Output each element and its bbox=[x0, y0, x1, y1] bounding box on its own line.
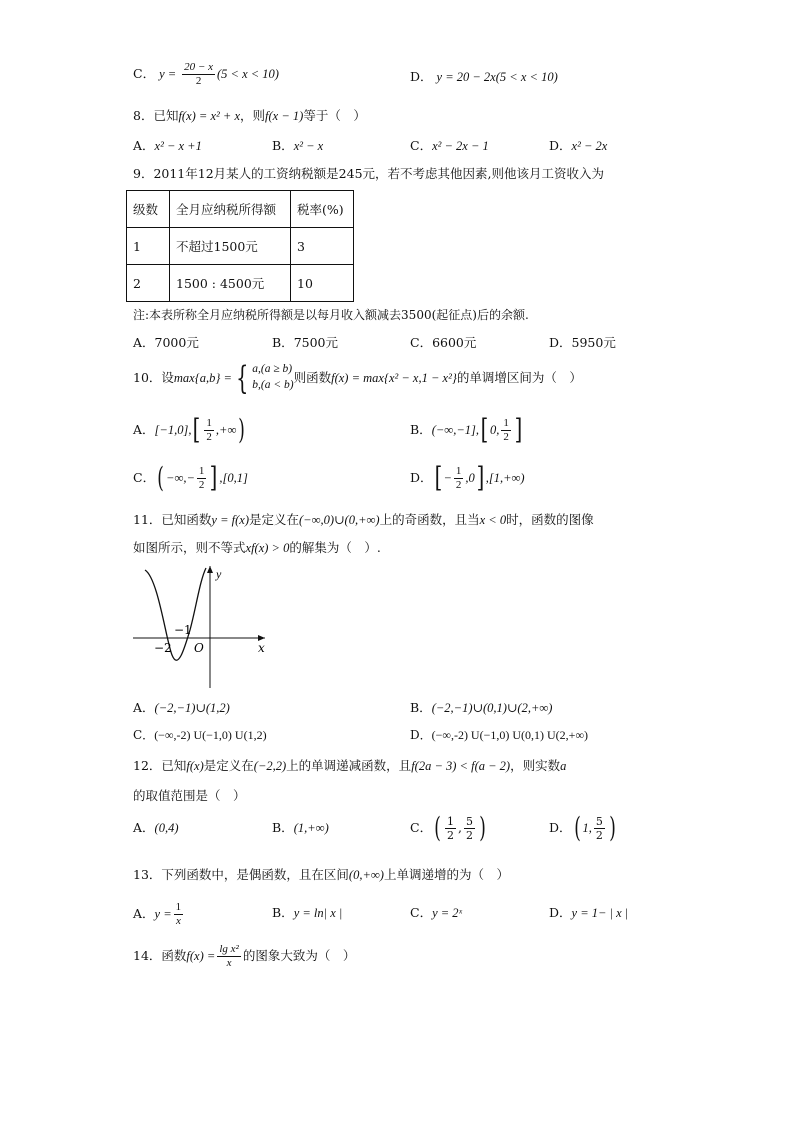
q10-option-c: C． ( −∞,− $\frac{1}{2}$ ] ,[0,1] bbox=[133, 461, 248, 494]
tick-label-minus1: −1 bbox=[174, 623, 192, 637]
q10-stem: 10．设 max{a,b} = { a,(a ≥ b) b,(a < b) 则函数 f(x) = max{x² − x,1 − x²} 的单调增区间为（ ） bbox=[133, 359, 582, 397]
table-cell: 1 bbox=[127, 228, 170, 265]
q11-stem-line1: 11．已知函数y = f(x)是定义在(−∞,0)∪(0,+∞)上的奇函数，且当x < 0时，函数的图像 bbox=[133, 512, 594, 527]
fraction: $\frac{1}{2}$ bbox=[198, 464, 205, 491]
q13-option-d: D．y = 1− | x | bbox=[549, 905, 629, 920]
q7-c-fraction: $\frac{20 - x}{2}$ bbox=[184, 61, 213, 87]
left-brace-symbol: { bbox=[235, 359, 249, 397]
y-axis-label: y bbox=[216, 567, 222, 581]
q8-option-c: C．x² − 2x − 1 bbox=[410, 138, 489, 153]
q9-option-b: B．7500元 bbox=[272, 335, 338, 350]
bracket-symbol: ] bbox=[514, 413, 523, 446]
q13-option-b: B．y = ln| x | bbox=[272, 905, 343, 920]
q11-stem-line2: 如图所示，则不等式xf(x) > 0的解集为（ ）. bbox=[133, 540, 381, 555]
q9-option-a: A．7000元 bbox=[133, 335, 199, 350]
y-axis-arrow bbox=[207, 566, 213, 573]
table-cell: 2 bbox=[127, 265, 170, 302]
q11-option-c: C．(−∞,-2) U(−1,0) U(1,2) bbox=[133, 728, 267, 742]
q11-option-b: B．(−2,−1)∪(0,1)∪(2,+∞) bbox=[410, 700, 553, 715]
q10-option-b: B． (−∞,−1], [ 0, $\frac{1}{2}$ ] bbox=[410, 413, 523, 446]
q8-option-b: B．x² − x bbox=[272, 138, 324, 153]
table-cell: 不超过1500元 bbox=[170, 228, 291, 265]
table-header-cell: 级数 bbox=[127, 191, 170, 228]
paren-symbol: ( bbox=[157, 461, 164, 494]
q14-stem: 14．函数 f(x) = $\frac{\text{lg x²}}{x}$ 的图象大致为（ ） bbox=[133, 943, 356, 969]
table-row bbox=[127, 228, 354, 265]
table-cell: 10 bbox=[291, 265, 354, 302]
q12-option-a: A． (0,4) bbox=[133, 820, 179, 835]
q12-stem-line1: 12．已知f(x)是定义在(−2,2)上的单调递减函数，且f(2a − 3) < f(a − 2)，则实数a bbox=[133, 758, 567, 773]
q8-stem: 8．已知f(x) = x² + x，则f(x − 1)等于（ ） bbox=[133, 108, 366, 123]
paren-symbol: ) bbox=[609, 811, 616, 844]
q9-stem: 9．2011年12月某人的工资纳税额是245元，若不考虑其他因素,则他该月工资收入为 bbox=[133, 166, 605, 181]
paren-symbol: ) bbox=[479, 811, 486, 844]
x-axis-label: x bbox=[258, 641, 265, 655]
q11-option-d: D．(−∞,-2) U(−1,0) U(0,1) U(2,+∞) bbox=[410, 728, 588, 742]
tick-label-minus2: −2 bbox=[154, 641, 172, 655]
fraction: $\frac{5}{2}$ bbox=[595, 814, 603, 842]
q9-option-d: D．5950元 bbox=[549, 335, 616, 350]
function-graph bbox=[128, 560, 273, 695]
bracket-symbol: ] bbox=[210, 461, 218, 494]
fraction: $\frac{1}{2}$ bbox=[206, 416, 212, 443]
q13-stem: 13．下列函数中，是偶函数，且在区间(0,+∞)上单调递增的为（ ） bbox=[133, 867, 509, 882]
piecewise-cases: a,(a ≥ b) b,(a < b) bbox=[252, 363, 294, 391]
fraction: $\frac{1}{x}$ bbox=[175, 901, 182, 927]
paren-symbol: ) bbox=[238, 413, 246, 446]
q10-option-d: D． [ − $\frac{1}{2}$ ,0 ] ,[1,+∞) bbox=[410, 461, 525, 494]
bracket-symbol: ] bbox=[476, 461, 485, 494]
q12-stem-line2: 的取值范围是（ ） bbox=[133, 788, 246, 803]
q7-option-d: D． y = 20 − 2x(5 < x < 10) bbox=[410, 69, 558, 84]
q11-option-a: A．(−2,−1)∪(1,2) bbox=[133, 700, 230, 715]
q10-option-a: A． [−1,0], [ $\frac{1}{2}$ ,+∞ ) bbox=[133, 413, 246, 446]
q9-note: 注:本表所称全月应纳税所得额是以每月收入额减去3500(起征点)后的余额. bbox=[133, 308, 529, 322]
q12-option-c: C． ( $\frac{1}{2}$ , $\frac{5}{2}$ ) bbox=[410, 811, 486, 844]
bracket-symbol: [ bbox=[434, 461, 442, 494]
fraction: $\frac{5}{2}$ bbox=[466, 814, 473, 842]
paren-symbol: ( bbox=[573, 811, 581, 844]
fraction: $\frac{1}{2}$ bbox=[447, 814, 455, 842]
table-header-row bbox=[127, 191, 354, 228]
q9-option-c: C．6600元 bbox=[410, 335, 477, 350]
q13-option-a: A． y = $\frac{1}{x}$ bbox=[133, 901, 182, 927]
tax-rate-table bbox=[126, 190, 354, 302]
table-header-cell: 全月应纳税所得额 bbox=[170, 191, 291, 228]
q8-option-a: A．x² − x +1 bbox=[133, 138, 202, 153]
table-row bbox=[127, 265, 354, 302]
fraction: $\frac{\text{lg x²}}{x}$ bbox=[219, 943, 239, 969]
table-header-cell: 税率(%) bbox=[291, 191, 354, 228]
table-cell: 1500 : 4500元 bbox=[170, 265, 291, 302]
q8-option-d: D．x² − 2x bbox=[549, 138, 608, 153]
fraction: $\frac{1}{2}$ bbox=[503, 416, 509, 443]
q7-option-c: C． y = $\frac{20 - x}{2}$ (5 < x < 10) bbox=[133, 61, 279, 87]
fraction: $\frac{1}{2}$ bbox=[455, 464, 462, 491]
q12-option-d: D． ( 1, $\frac{5}{2}$ ) bbox=[549, 811, 616, 844]
bracket-symbol: [ bbox=[480, 413, 489, 446]
q12-option-b: B． (1,+∞) bbox=[272, 820, 329, 835]
q13-option-c: C．y = 2ˣ bbox=[410, 905, 463, 920]
paren-symbol: ( bbox=[434, 811, 441, 844]
table-cell: 3 bbox=[291, 228, 354, 265]
origin-label: O bbox=[194, 641, 204, 655]
bracket-symbol: [ bbox=[193, 413, 201, 446]
